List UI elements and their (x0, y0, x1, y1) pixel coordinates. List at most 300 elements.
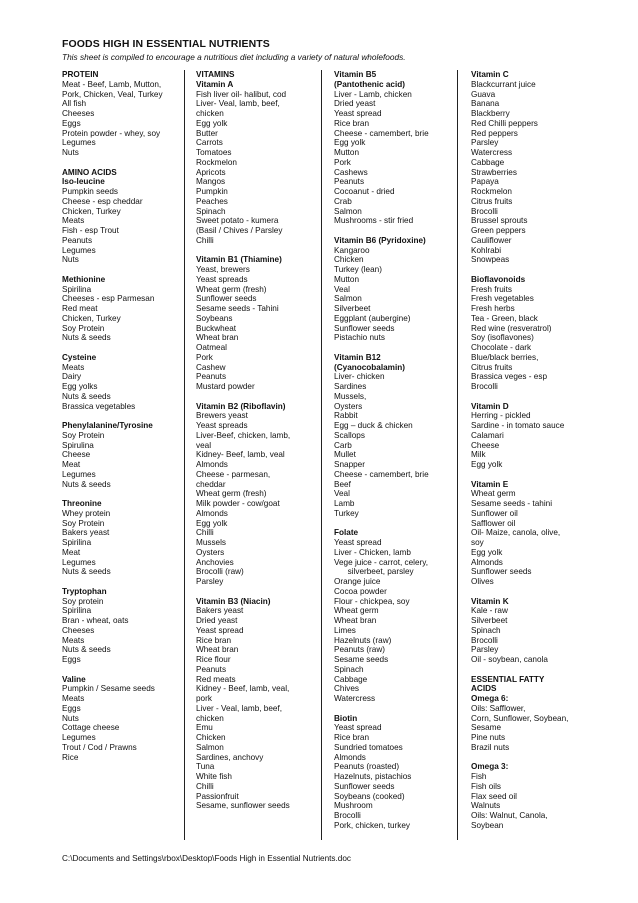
food-item: Sesame seeds - Tahini (196, 304, 279, 313)
food-item: Dried yeast (196, 616, 238, 625)
food-item: Cheese - camembert, brie (334, 469, 429, 479)
food-item: Peaches (196, 196, 228, 206)
food-item: Yeast, brewers (196, 265, 250, 274)
file-path-footer: C:\Documents and Settings\rbox\Desktop\Foods High in Essential Nutrients.doc (62, 854, 351, 863)
food-item: Rice bran (334, 733, 370, 742)
food-item: Rice bran (196, 635, 232, 645)
food-item: Cashew (196, 362, 226, 372)
food-item: Apricots (196, 167, 226, 177)
food-item: Eggs (62, 703, 81, 713)
food-item: Sesame (471, 723, 502, 733)
food-item: Bakers yeast (196, 606, 244, 616)
food-item: Soybeans (196, 313, 233, 323)
spacer (471, 470, 568, 480)
food-item: Nuts & seeds (62, 479, 111, 489)
food-item: Fresh vegetables (471, 294, 534, 304)
food-item: Rabbit (334, 411, 358, 421)
food-item: Wheat bran (334, 616, 377, 625)
food-item: Oil - soybean, canola (471, 655, 548, 664)
food-item: Citrus fruits (471, 196, 513, 206)
food-item: Fresh herbs (471, 304, 515, 313)
food-item: Carb (334, 440, 352, 450)
food-item: Cheeses - esp Parmesan (62, 294, 155, 304)
food-item: Legumes (62, 469, 96, 479)
column-divider (321, 70, 322, 840)
food-item: Fish - esp Trout (62, 226, 119, 235)
food-item: Sunflower seeds (334, 781, 395, 791)
section-heading: Vitamin B2 (Riboflavin) (196, 401, 286, 411)
food-item: Meats (62, 216, 85, 226)
food-item: chicken (196, 109, 224, 118)
food-item: Kale - raw (471, 606, 508, 616)
food-item: pork (196, 694, 212, 703)
food-item: Salmon (334, 206, 362, 216)
spacer (471, 265, 568, 275)
food-item: Whey protein (62, 508, 111, 518)
food-item: Pistachio nuts (334, 333, 385, 343)
food-item: Meat - Beef, Lamb, Mutton, (62, 79, 162, 89)
food-item: Chives (334, 684, 360, 694)
food-item: Sunflower seeds (334, 323, 395, 333)
food-item: Salmon (334, 294, 362, 304)
food-item: Oysters (196, 547, 225, 557)
food-item: Chilli (196, 781, 214, 791)
food-item: Spirilina (62, 606, 92, 616)
food-item: Walnuts (471, 801, 501, 811)
food-item: Egg yolk (196, 118, 228, 128)
section-heading: VITAMINS (196, 70, 235, 79)
food-item: Spirilina (62, 538, 92, 547)
food-item: Red Chilli peppers (471, 118, 538, 128)
food-item: Wheat germ (334, 606, 379, 616)
food-item: Spinach (471, 625, 501, 635)
section-heading: Vitamin D (471, 401, 509, 411)
food-item: Liver- chicken (334, 372, 385, 382)
food-item: Oils: Walnut, Canola, (471, 811, 548, 820)
food-item: Cheese - esp cheddar (62, 196, 143, 206)
food-item: Sunflower seeds (471, 567, 532, 577)
food-item: Milk powder - cow/goat (196, 499, 280, 508)
food-item: chicken (196, 713, 224, 723)
section-heading: Folate (334, 528, 359, 538)
nutrient-column-4 (471, 70, 568, 831)
food-item: Parsley (196, 577, 224, 586)
spacer (62, 343, 163, 353)
food-item: Salmon (196, 742, 224, 752)
food-item: Mussels, (334, 391, 367, 401)
food-item: Nuts (62, 255, 79, 265)
food-item: Meats (62, 694, 85, 703)
nutrient-column-3 (334, 70, 429, 831)
spacer (471, 665, 568, 675)
food-item: Meats (62, 635, 85, 645)
food-item: Nuts & seeds (62, 567, 111, 577)
food-item: Soybeans (cooked) (334, 791, 405, 801)
food-item: Kangaroo (334, 245, 370, 255)
food-item: Rice (62, 752, 79, 762)
food-item: Cashews (334, 167, 368, 177)
food-item: cheddar (196, 479, 226, 489)
food-item: Beef (334, 479, 351, 489)
food-item: Rockmelon (196, 157, 237, 167)
food-item: Eggs (62, 118, 81, 128)
food-item: Orange juice (334, 577, 381, 586)
food-item: Flax seed oil (471, 791, 517, 801)
food-item: Sweet potato - kumera (196, 216, 279, 226)
food-item: Egg yolk (334, 138, 366, 148)
spacer (471, 392, 568, 402)
spacer (471, 753, 568, 763)
food-item: Butter (196, 128, 218, 138)
spacer (196, 392, 290, 402)
food-item: Liver- Veal, lamb, beef, (196, 99, 280, 109)
food-item: Eggplant (aubergine) (334, 313, 411, 323)
food-item: Blue/black berries, (471, 352, 539, 362)
food-item: Peanuts (334, 177, 365, 187)
food-item: Oysters (334, 401, 363, 411)
food-item: Chilli (196, 528, 214, 538)
page-subtitle: This sheet is compiled to encourage a nutritious diet including a variety of natural wholefoods. (62, 52, 406, 62)
food-item: Yeast spread (334, 538, 382, 547)
food-item: Silverbeet (471, 616, 508, 625)
food-item: Banana (471, 99, 500, 109)
food-item: Carrots (196, 138, 223, 148)
food-item: Pork, Chicken, Veal, Turkey (62, 89, 163, 99)
food-item: Buckwheat (196, 323, 237, 333)
spacer (334, 226, 429, 236)
food-item: Strawberries (471, 167, 517, 177)
food-item: Liver - Veal, lamb, beef, (196, 703, 283, 713)
food-item: Turkey (334, 508, 359, 518)
food-item: Emu (196, 723, 213, 733)
food-item: Mutton (334, 274, 360, 284)
food-item: Snapper (334, 460, 365, 469)
food-item: Calamari (471, 430, 504, 440)
food-item: Wheat bran (196, 333, 239, 343)
food-item: Yeast spreads (196, 421, 248, 430)
food-item: Sesame seeds - tahini (471, 499, 553, 508)
food-item: silverbeet, parsley (334, 567, 414, 577)
food-item: Chicken (334, 255, 364, 265)
food-item: Blackcurrant juice (471, 79, 536, 89)
food-item: Parsley (471, 138, 499, 148)
food-item: Spirulina (62, 440, 94, 450)
food-item: Vege juice - carrot, celery, (334, 557, 429, 567)
food-item: Hazelnuts, pistachios (334, 772, 412, 781)
section-heading: Vitamin K (471, 596, 509, 606)
food-item: Eggs (62, 655, 81, 664)
food-item: Mushroom (334, 801, 373, 811)
food-item: soy (471, 538, 484, 547)
spacer (62, 577, 163, 587)
food-item: Passionfruit (196, 791, 239, 801)
food-item: Rockmelon (471, 187, 512, 196)
food-item: Bakers yeast (62, 528, 110, 538)
nutrient-column-1 (62, 70, 163, 762)
food-item: Herring - pickled (471, 411, 531, 421)
section-heading: Vitamin B1 (Thiamine) (196, 255, 282, 265)
food-item: Kidney - Beef, lamb, veal, (196, 684, 290, 694)
food-item: Meat (62, 547, 81, 557)
spacer (471, 587, 568, 597)
food-item: Sesame seeds (334, 655, 389, 664)
column-divider (457, 70, 458, 840)
food-item: Cheeses (62, 625, 95, 635)
section-heading: ESSENTIAL FATTY (471, 674, 545, 684)
section-heading: Biotin (334, 713, 358, 723)
food-item: Mustard powder (196, 382, 255, 391)
food-item: Legumes (62, 557, 96, 567)
spacer (62, 158, 163, 168)
food-item: Blackberry (471, 109, 510, 118)
food-item: Almonds (196, 508, 228, 518)
food-item: Tomatoes (196, 148, 232, 157)
spacer (196, 246, 290, 256)
food-item: Yeast spreads (196, 274, 248, 284)
food-item: Spinach (196, 206, 226, 216)
food-item: Brassica veges - esp (471, 372, 547, 382)
food-item: Safflower oil (471, 518, 516, 528)
food-item: Mangos (196, 177, 226, 187)
section-heading: Threonine (62, 499, 102, 508)
food-item: Peanuts (196, 664, 227, 674)
section-heading: Vitamin B3 (Niacin) (196, 596, 271, 606)
food-item: Pumpkin (196, 187, 228, 196)
section-heading: Vitamin A (196, 79, 234, 89)
food-item: Almonds (196, 460, 228, 469)
food-item: Chicken (196, 733, 226, 742)
food-item: Kidney- Beef, lamb, veal (196, 450, 285, 460)
food-item: Trout / Cod / Prawns (62, 742, 137, 752)
food-item: Oil- Maize, canola, olive, (471, 528, 561, 538)
food-item: Oils: Safflower, (471, 703, 526, 713)
section-heading: Vitamin B12 (334, 352, 381, 362)
food-item: Sardines, anchovy (196, 752, 264, 762)
section-heading: Bioflavonoids (471, 274, 526, 284)
food-item: Milk (471, 450, 486, 460)
food-item: Yeast spread (334, 109, 382, 118)
food-item: Flour - chickpea, soy (334, 596, 410, 606)
section-heading: Cysteine (62, 352, 97, 362)
section-heading: (Pantothenic acid) (334, 79, 405, 89)
food-item: Almonds (334, 752, 366, 762)
spacer (62, 265, 163, 275)
food-item: Cheese (62, 450, 91, 460)
section-heading: ACIDS (471, 684, 497, 694)
food-item: Veal (334, 489, 350, 499)
food-item: Rice flour (196, 655, 231, 664)
section-heading: Vitamin E (471, 479, 509, 489)
food-item: Chicken, Turkey (62, 206, 121, 216)
food-item: Peanuts (62, 235, 93, 245)
food-item: Brocolli (471, 382, 498, 391)
food-item: Mutton (334, 148, 360, 157)
food-item: Egg yolk (471, 460, 503, 469)
section-heading: Iso-leucine (62, 177, 105, 187)
food-item: Brassica vegetables (62, 401, 136, 411)
food-item: White fish (196, 772, 232, 781)
food-item: Yeast spread (196, 625, 244, 635)
food-item: Snowpeas (471, 255, 510, 265)
food-item: All fish (62, 99, 87, 109)
food-item: Meats (62, 362, 85, 372)
food-item: Mussels (196, 538, 227, 547)
food-item: Sunflower oil (471, 508, 518, 518)
section-heading: Vitamin C (471, 70, 509, 79)
food-item: Egg – duck & chicken (334, 421, 413, 430)
food-item: Pine nuts (471, 733, 506, 742)
food-item: Mullet (334, 450, 356, 460)
food-item: Wheat bran (196, 645, 239, 655)
food-item: Mushrooms - stir fried (334, 216, 414, 226)
food-item: Crab (334, 196, 352, 206)
spacer (62, 665, 163, 675)
food-item: Soy Protein (62, 518, 105, 528)
food-item: Cabbage (471, 157, 505, 167)
food-item: Dairy (62, 372, 82, 382)
food-item: Oatmeal (196, 343, 227, 352)
food-item: Yeast spread (334, 723, 382, 733)
food-item: Legumes (62, 138, 96, 148)
food-item: Cheese - parmesan, (196, 469, 271, 479)
food-item: Cheeses (62, 109, 95, 118)
food-item: Soybean (471, 820, 504, 830)
food-item: Citrus fruits (471, 362, 513, 372)
food-item: Pork (334, 157, 351, 167)
food-item: Tuna (196, 762, 215, 772)
food-item: Cabbage (334, 674, 368, 684)
spacer (334, 519, 429, 529)
food-item: Wheat germ (471, 489, 516, 499)
food-item: Almonds (471, 557, 503, 567)
section-heading: Omega 6: (471, 694, 509, 703)
food-item: Soy (isoflavones) (471, 333, 534, 343)
food-item: Spirilina (62, 284, 92, 294)
spacer (62, 411, 163, 421)
food-item: Sesame, sunflower seeds (196, 801, 290, 811)
food-item: Red meats (196, 674, 236, 684)
food-item: Rice bran (334, 118, 370, 128)
food-item: Red peppers (471, 128, 518, 138)
food-item: Pumpkin / Sesame seeds (62, 684, 155, 694)
food-item: Turkey (lean) (334, 265, 382, 274)
section-heading: Omega 3: (471, 762, 509, 772)
food-item: Silverbeet (334, 304, 371, 313)
food-item: Brocolli (334, 811, 361, 820)
food-item: Veal (334, 284, 350, 294)
food-item: Brocolli (471, 206, 498, 216)
food-item: Peanuts (raw) (334, 645, 385, 655)
food-item: Anchovies (196, 557, 234, 567)
spacer (334, 704, 429, 714)
food-item: Tea - Green, black (471, 313, 538, 323)
food-item: Limes (334, 625, 356, 635)
food-item: Nuts (62, 713, 79, 723)
food-item: Cocoanut - dried (334, 187, 395, 196)
food-item: Cheese (471, 440, 500, 450)
section-heading: Tryptophan (62, 586, 107, 596)
food-item: Scallops (334, 430, 365, 440)
food-item: Brocolli (raw) (196, 567, 244, 577)
food-item: Sardines (334, 382, 367, 391)
food-item: veal (196, 440, 212, 450)
section-heading: Methionine (62, 274, 106, 284)
food-item: Egg yolk (471, 547, 503, 557)
food-item: Lamb (334, 499, 355, 508)
food-item: Liver - Lamb, chicken (334, 89, 412, 99)
food-item: Kohlrabi (471, 245, 502, 255)
food-item: Meat (62, 460, 81, 469)
food-item: Hazelnuts (raw) (334, 635, 392, 645)
food-item: Liver-Beef, chicken, lamb, (196, 430, 291, 440)
section-heading: Phenylalanine/Tyrosine (62, 421, 153, 430)
food-item: Protein powder - whey, soy (62, 128, 161, 138)
food-item: Cocoa powder (334, 586, 387, 596)
food-item: Nuts & seeds (62, 391, 111, 401)
food-item: Parsley (471, 645, 499, 655)
food-item: Cauliflower (471, 235, 512, 245)
food-item: Sunflower seeds (196, 294, 257, 304)
section-heading: PROTEIN (62, 70, 99, 79)
food-item: Chocolate - dark (471, 343, 532, 352)
food-item: Watercress (334, 694, 376, 703)
food-item: Wheat germ (fresh) (196, 489, 267, 499)
food-item: Watercress (471, 148, 513, 157)
food-item: Bran - wheat, oats (62, 616, 129, 625)
food-item: Green peppers (471, 226, 526, 235)
food-item: Fish oils (471, 781, 502, 791)
section-heading: AMINO ACIDS (62, 167, 117, 177)
food-item: Red wine (resveratrol) (471, 323, 552, 333)
food-item: Soy protein (62, 596, 104, 606)
food-item: Brewers yeast (196, 411, 248, 421)
spacer (62, 489, 163, 499)
food-item: Legumes (62, 733, 96, 742)
food-item: Wheat germ (fresh) (196, 284, 267, 294)
food-item: Nuts & seeds (62, 333, 111, 343)
food-item: Peanuts (196, 372, 227, 382)
food-item: Dried yeast (334, 99, 376, 109)
food-item: Red meat (62, 304, 98, 313)
food-item: Papaya (471, 177, 499, 187)
nutrient-column-2 (196, 70, 290, 811)
food-item: Brocolli (471, 635, 498, 645)
food-item: Fresh fruits (471, 284, 512, 294)
page-title: FOODS HIGH IN ESSENTIAL NUTRIENTS (62, 38, 270, 50)
food-item: Corn, Sunflower, Soybean, (471, 713, 569, 723)
spacer (196, 587, 290, 597)
food-item: Fish (471, 772, 487, 781)
spacer (334, 343, 429, 353)
food-item: Brussel sprouts (471, 216, 528, 226)
food-item: Legumes (62, 245, 96, 255)
section-heading: Valine (62, 674, 86, 684)
food-item: Peanuts (roasted) (334, 762, 400, 772)
food-item: (Basil / Chives / Parsley (196, 226, 283, 235)
food-item: Soy Protein (62, 323, 105, 333)
food-item: Sardine - in tomato sauce (471, 421, 565, 430)
food-item: Liver - Chicken, lamb (334, 547, 411, 557)
food-item: Sundried tomatoes (334, 742, 403, 752)
food-item: Soy Protein (62, 430, 105, 440)
section-heading: Vitamin B5 (334, 70, 377, 79)
food-item: Guava (471, 89, 496, 99)
section-heading: (Cyanocobalamin) (334, 362, 405, 372)
food-item: Pork (196, 352, 213, 362)
food-item: Cheese - camembert, brie (334, 128, 429, 138)
food-item: Chicken, Turkey (62, 313, 121, 323)
food-item: Pork, chicken, turkey (334, 820, 410, 830)
